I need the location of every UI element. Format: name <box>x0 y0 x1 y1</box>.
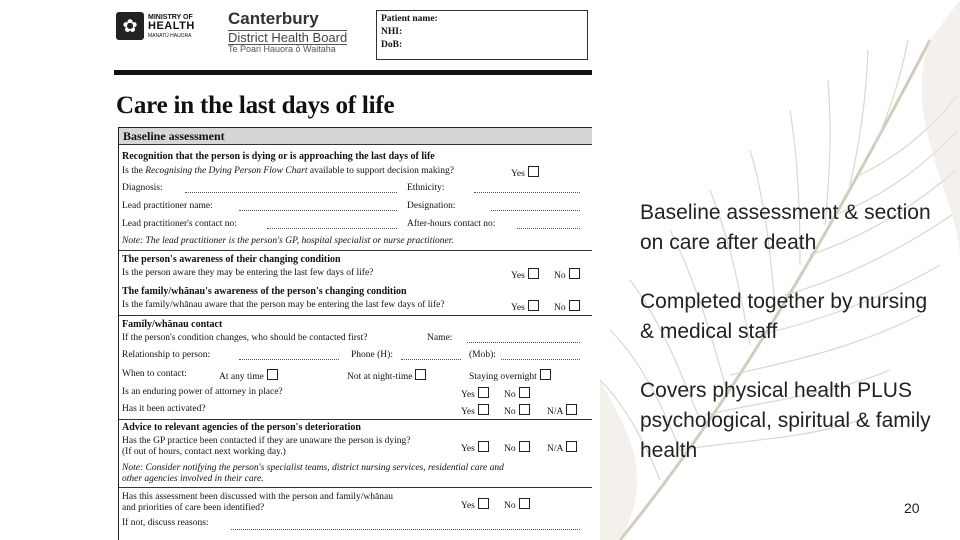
family-awareness-yes[interactable]: Yes <box>511 300 539 313</box>
family-contact-title: Family/whānau contact <box>122 319 223 330</box>
divider <box>119 250 592 251</box>
mob-label: (Mob): <box>469 350 496 360</box>
checkbox[interactable] <box>267 369 278 380</box>
moh-line2: HEALTH <box>148 19 195 32</box>
discussed-yes[interactable]: Yes <box>461 498 489 511</box>
ethnicity-field[interactable] <box>474 183 580 193</box>
patient-name-label: Patient name: <box>381 14 438 24</box>
form-title: Care in the last days of life <box>116 92 395 119</box>
epa-no[interactable]: No <box>504 387 530 400</box>
family-awareness-title: The family/whānau's awareness of the person's changing condition <box>122 286 407 297</box>
name-label: Name: <box>427 333 453 343</box>
bullet-1: Baseline assessment & section on care after death <box>640 201 931 254</box>
moh-fern-icon: ✿ <box>116 12 144 40</box>
header-rule <box>114 70 592 75</box>
lead-contact-field[interactable] <box>267 219 397 229</box>
family-awareness-question: Is the family/whānau aware that the person may be entering the last few days of life? <box>122 300 445 310</box>
checkbox[interactable] <box>478 498 489 509</box>
family-contact-question: If the person's condition changes, who should be contacted first? <box>122 333 368 343</box>
dob-label: DoB: <box>381 39 403 50</box>
designation-label: Designation: <box>407 201 456 211</box>
divider <box>119 315 592 316</box>
checkbox[interactable] <box>566 441 577 452</box>
phone-h-field[interactable] <box>401 350 461 360</box>
activated-yes[interactable]: Yes <box>461 404 489 417</box>
divider <box>119 487 592 488</box>
recognition-question: Is the Recognising the Dying Person Flow Chart available to support decision making? <box>122 166 454 176</box>
checkbox[interactable] <box>478 441 489 452</box>
if-not-label: If not, discuss reasons: <box>122 518 209 528</box>
checkbox[interactable] <box>566 404 577 415</box>
checkbox[interactable] <box>415 369 426 380</box>
checkbox[interactable] <box>519 404 530 415</box>
moh-line1: MINISTRY OF <box>148 13 193 21</box>
lead-contact-label: Lead practitioner's contact no: <box>122 219 237 229</box>
awareness-no[interactable]: No <box>554 268 580 281</box>
cdhb-logo <box>228 10 347 55</box>
gp-question-line1: Has the GP practice been contacted if they are unaware the person is dying? <box>122 436 411 446</box>
cdhb-line2: District Health Board <box>228 29 348 45</box>
relationship-label: Relationship to person: <box>122 350 211 360</box>
staying-overnight-option[interactable]: Staying overnight <box>469 369 551 382</box>
mob-field[interactable] <box>501 350 580 360</box>
discussed-question-line2: and priorities of care been identified? <box>122 503 265 513</box>
note-specialist-line2: other agencies involved in their care. <box>122 474 264 484</box>
checkbox[interactable] <box>569 268 580 279</box>
after-hours-label: After-hours contact no: <box>407 219 496 229</box>
awareness-title: The person's awareness of their changing condition <box>122 254 341 265</box>
recognition-yes[interactable]: Yes <box>511 166 539 179</box>
not-night-option[interactable]: Not at night-time <box>347 369 426 382</box>
checkbox[interactable] <box>519 387 530 398</box>
gp-question-line2: (If out of hours, contact next working day.) <box>122 447 286 457</box>
checkbox[interactable] <box>569 300 580 311</box>
moh-line3: MANATŪ HAUORA <box>148 32 192 39</box>
any-time-option[interactable]: At any time <box>219 369 278 382</box>
discussed-no[interactable]: No <box>504 498 530 511</box>
checkbox[interactable] <box>478 404 489 415</box>
bullet-3: Covers physical health PLUS psychological, spiritual & family health <box>640 379 931 462</box>
checkbox[interactable] <box>478 387 489 398</box>
awareness-question: Is the person aware they may be entering the last few days of life? <box>122 268 374 278</box>
gp-yes[interactable]: Yes <box>461 441 489 454</box>
relationship-field[interactable] <box>239 350 339 360</box>
checkbox[interactable] <box>528 166 539 177</box>
reasons-field[interactable] <box>231 520 580 530</box>
lead-practitioner-field[interactable] <box>239 201 397 211</box>
page-number: 20 <box>904 500 920 516</box>
nhi-label: NHI: <box>381 26 403 37</box>
checkbox[interactable] <box>540 369 551 380</box>
divider <box>119 419 592 420</box>
ethnicity-label: Ethnicity: <box>407 183 445 193</box>
awareness-yes[interactable]: Yes <box>511 268 539 281</box>
checkbox[interactable] <box>528 268 539 279</box>
family-awareness-no[interactable]: No <box>554 300 580 313</box>
section-header: Baseline assessment <box>119 128 592 145</box>
activated-na[interactable]: N/A <box>547 404 577 417</box>
advice-title: Advice to relevant agencies of the person's deterioration <box>122 422 361 433</box>
form-image <box>114 0 592 540</box>
epa-question: Is an enduring power of attorney in place? <box>122 387 283 397</box>
form-header <box>114 8 592 66</box>
cdhb-line1: Canterbury <box>228 9 319 28</box>
name-field[interactable] <box>467 333 580 343</box>
diagnosis-label: Diagnosis: <box>122 183 163 193</box>
note-lead-practitioner: Note: The lead practitioner is the person's GP, hospital specialist or nurse practitioner. <box>122 236 454 246</box>
baseline-assessment-box <box>118 127 592 540</box>
phone-h-label: Phone (H): <box>351 350 393 360</box>
patient-label-box <box>376 10 588 60</box>
activated-question: Has it been activated? <box>122 404 206 414</box>
ministry-of-health-logo <box>116 12 195 40</box>
cdhb-line3: Te Poari Hauora ō Waitaha <box>228 44 336 55</box>
after-hours-field[interactable] <box>517 219 580 229</box>
activated-no[interactable]: No <box>504 404 530 417</box>
discussed-question-line1: Has this assessment been discussed with the person and family/whānau <box>122 492 393 502</box>
bullet-2: Completed together by nursing & medical staff <box>640 290 928 343</box>
when-contact-label: When to contact: <box>122 369 187 379</box>
note-specialist-line1: Note: Consider notifying the person's specialist teams, district nursing services, residential care and <box>122 463 504 473</box>
recognition-title: Recognition that the person is dying or is approaching the last days of life <box>122 151 435 162</box>
checkbox[interactable] <box>528 300 539 311</box>
designation-field[interactable] <box>491 201 580 211</box>
gp-na[interactable]: N/A <box>547 441 577 454</box>
checkbox[interactable] <box>519 498 530 509</box>
gp-no[interactable]: No <box>504 441 530 454</box>
epa-yes[interactable]: Yes <box>461 387 489 400</box>
slide-bullets <box>640 198 940 495</box>
lead-practitioner-label: Lead practitioner name: <box>122 201 213 211</box>
checkbox[interactable] <box>519 441 530 452</box>
diagnosis-field[interactable] <box>185 183 397 193</box>
